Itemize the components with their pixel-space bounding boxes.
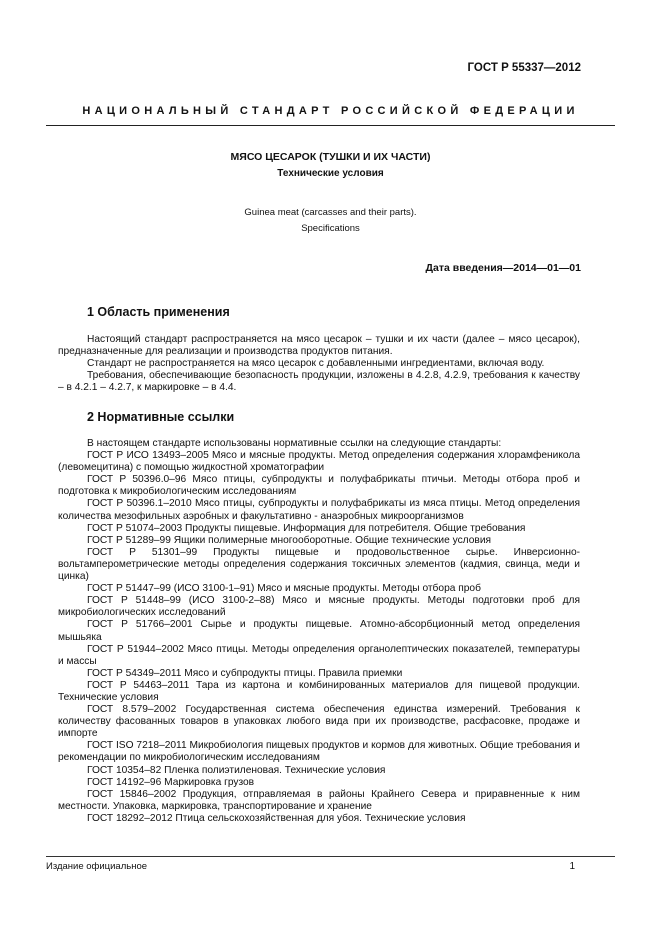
page-number: 1 bbox=[569, 861, 575, 872]
reference-item: ГОСТ 10354–82 Пленка полиэтиленовая. Технические условия bbox=[87, 764, 386, 776]
paragraph: Настоящий стандарт распространяется на мясо цесарок – тушки и их части (далее – мясо цесарок), предназначенные для реализации и производства продуктов питания. bbox=[58, 334, 580, 358]
reference-item: ГОСТ 15846–2002 Продукция, отправляемая в районы Крайнего Севера и приравненные к ним местности. Упаковка, маркировка, транспортирование и хранение bbox=[58, 788, 580, 812]
document-title: МЯСО ЦЕСАРОК (ТУШКИ И ИХ ЧАСТИ) bbox=[230, 151, 431, 163]
document-subtitle: Технические условия bbox=[277, 168, 384, 179]
reference-item: ГОСТ Р 54463–2011 Тара из картона и комбинированных материалов для пищевой продукции. Технические условия bbox=[58, 679, 580, 703]
reference-item: ГОСТ Р 51448–99 (ИСО 3100-2–88) Мясо и мясные продукты. Методы подготовки проб для микробиологических исследований bbox=[58, 595, 580, 619]
english-title: Guinea meat (carcasses and their parts). bbox=[244, 207, 417, 218]
reference-item: ГОСТ 14192–96 Маркировка грузов bbox=[87, 776, 255, 788]
reference-item: ГОСТ 18292–2012 Птица сельскохозяйственная для убоя. Технические условия bbox=[87, 812, 466, 824]
reference-item: ГОСТ Р ИСО 13493–2005 Мясо и мясные продукты. Метод определения содержания хлорамфеникола (левомецитина) с помощью жидкостной хроматографии bbox=[58, 450, 580, 474]
reference-item: ГОСТ ISO 7218–2011 Микробиология пищевых продуктов и кормов для животных. Общие требования и рекомендации по микробиологическим исследованиям bbox=[58, 740, 580, 764]
reference-item: ГОСТ Р 51944–2002 Мясо птицы. Методы определения органолептических показателей, температуры и массы bbox=[58, 643, 580, 667]
reference-item: ГОСТ Р 51766–2001 Сырье и продукты пищевые. Атомно-абсорбционный метод определения мышьяка bbox=[58, 619, 580, 643]
reference-item: ГОСТ Р 51074–2003 Продукты пищевые. Информация для потребителя. Общие требования bbox=[87, 522, 526, 534]
section-heading: 1 Область применения bbox=[87, 305, 230, 319]
reference-item: ГОСТ Р 50396.1–2010 Мясо птицы, субпродукты и полуфабрикаты из мяса птицы. Метод определения количества мезофильных аэробных и факультативно - анаэробных микроорганизмов bbox=[58, 498, 580, 522]
doc-code: ГОСТ Р 55337—2012 bbox=[467, 62, 581, 74]
intro-date: Дата введения—2014—01—01 bbox=[425, 262, 581, 274]
paragraph: Требования, обеспечивающие безопасность продукции, изложены в 4.2.8, 4.2.9, требования к качеству – в 4.2.1 – 4.2.7, к маркировке – в 4.4. bbox=[58, 370, 580, 394]
footer-rule bbox=[46, 856, 615, 857]
reference-item: ГОСТ Р 54349–2011 Мясо и субпродукты птицы. Правила приемки bbox=[87, 667, 403, 679]
english-subtitle: Specifications bbox=[301, 223, 360, 234]
reference-item: ГОСТ 8.579–2002 Государственная система обеспечения единства измерений. Требования к количеству фасованных товаров в упаковках любого вида при их производстве, расфасовке, продаже и импорте bbox=[58, 704, 580, 740]
edition-label: Издание официальное bbox=[46, 861, 148, 872]
section-heading: 2 Нормативные ссылки bbox=[87, 410, 235, 424]
paragraph: Стандарт не распространяется на мясо цесарок с добавленными ингредиентами, включая воду. bbox=[87, 358, 545, 370]
national-standard-title: НАЦИОНАЛЬНЫЙ СТАНДАРТ РОССИЙСКОЙ ФЕДЕРАЦИИ bbox=[82, 105, 579, 117]
header-rule bbox=[46, 125, 615, 126]
paragraph: В настоящем стандарте использованы нормативные ссылки на следующие стандарты: bbox=[87, 438, 502, 449]
section-body bbox=[58, 334, 580, 394]
reference-item: ГОСТ Р 51447–99 (ИСО 3100-1–91) Мясо и мясные продукты. Методы отбора проб bbox=[87, 583, 481, 595]
section-body bbox=[58, 438, 580, 825]
reference-item: ГОСТ Р 50396.0–96 Мясо птицы, субпродукты и полуфабрикаты птичьи. Методы отбора проб и подготовка к микробиологическим исследованиям bbox=[58, 474, 580, 498]
reference-item: ГОСТ Р 51301–99 Продукты пищевые и продовольственное сырье. Инверсионно-вольтамперометрические методы определения содержания токсичных элементов (кадмия, свинца, меди и цинка) bbox=[58, 546, 580, 583]
reference-item: ГОСТ Р 51289–99 Ящики полимерные многооборотные. Общие технические условия bbox=[87, 534, 492, 546]
